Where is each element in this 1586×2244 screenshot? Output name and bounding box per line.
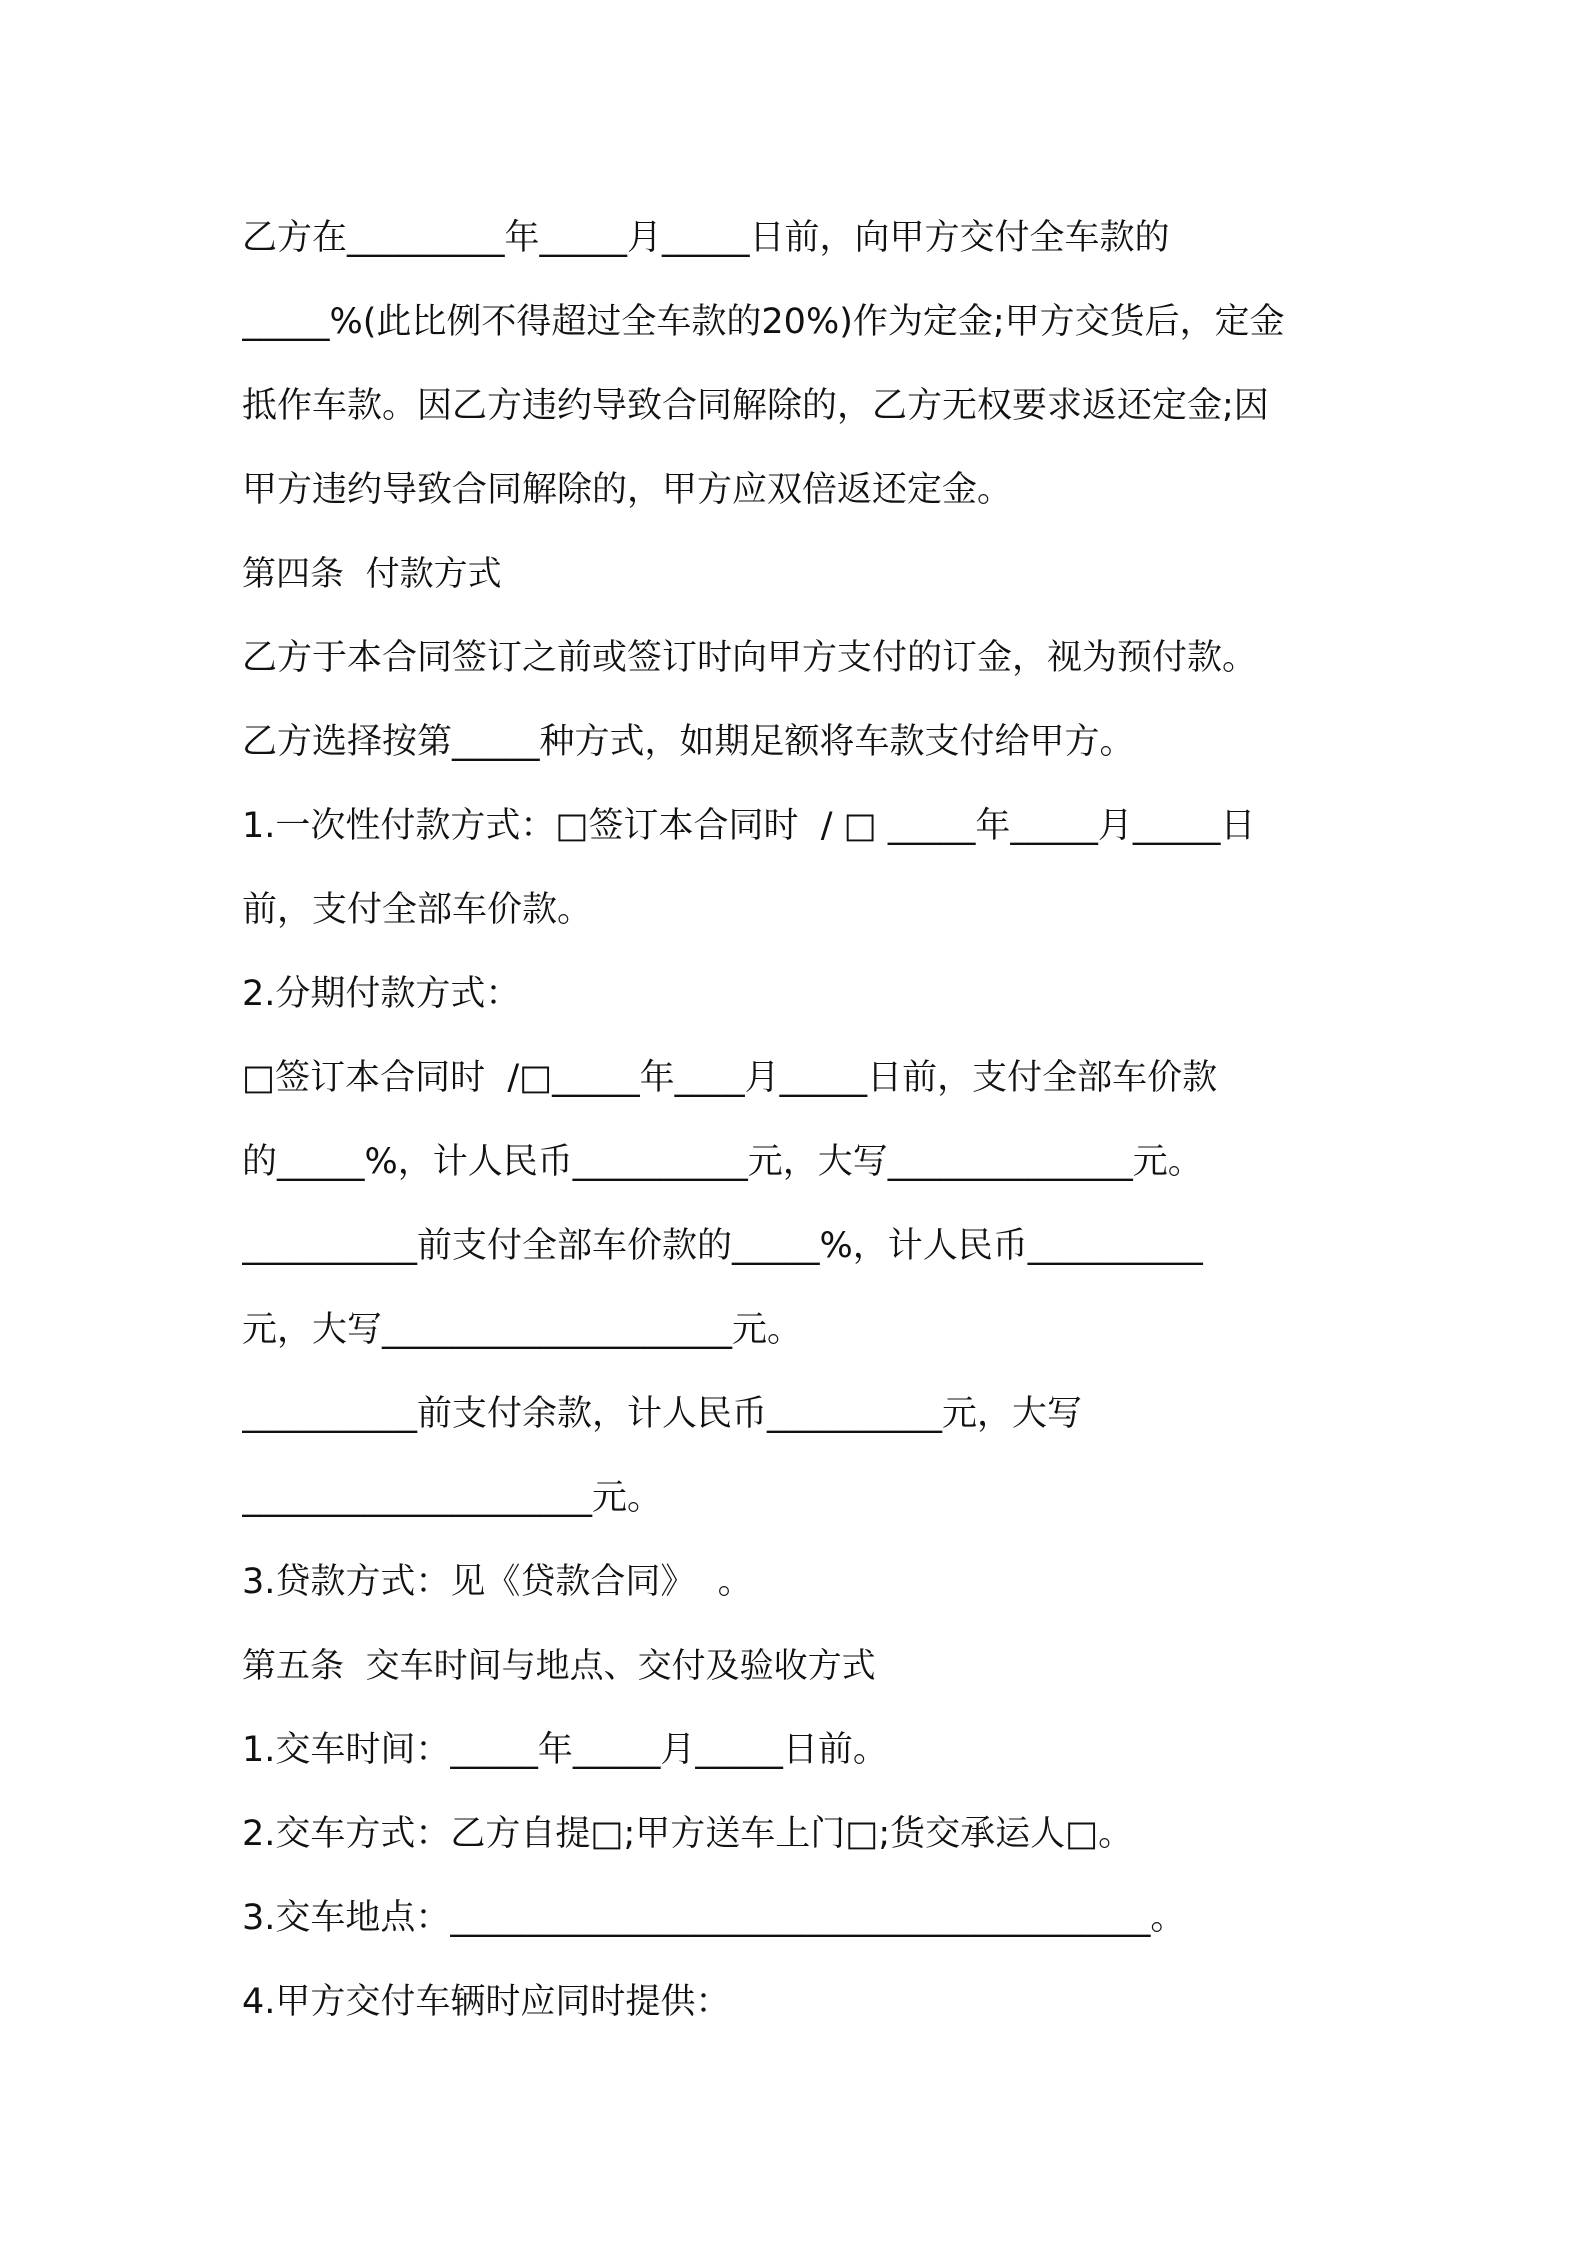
- text-line: 3.贷款方式：见《贷款合同》 。: [242, 1562, 753, 1602]
- text-line: 甲方违约导致合同解除的，甲方应双倍返还定金。: [242, 470, 1013, 510]
- document-body: [242, 196, 1362, 2044]
- text-line: 乙方在_________年_____月_____日前，向甲方交付全车款的: [242, 218, 1170, 258]
- text-line: 1.交车时间：_____年_____月_____日前。: [242, 1730, 888, 1770]
- section-heading-article-5: 第五条 交车时间与地点、交付及验收方式: [242, 1646, 876, 1686]
- text-line: 乙方于本合同签订之前或签订时向甲方支付的订金，视为预付款。: [242, 638, 1258, 678]
- text-line: 元，大写____________________元。: [242, 1310, 803, 1350]
- text-line: 前，支付全部车价款。: [242, 890, 593, 930]
- text-line: __________前支付全部车价款的_____%，计人民币__________: [242, 1226, 1203, 1266]
- text-line: 的_____%，计人民币__________元，大写______________元。: [242, 1142, 1203, 1182]
- text-line: ____________________元。: [242, 1478, 663, 1518]
- section-heading-article-4: 第四条 付款方式: [242, 554, 502, 594]
- text-line: □签订本合同时 /□_____年____月_____日前，支付全部车价款: [242, 1058, 1218, 1098]
- text-line: 4.甲方交付车辆时应同时提供：: [242, 1982, 731, 2022]
- text-line: 抵作车款。因乙方违约导致合同解除的，乙方无权要求返还定金;因: [242, 386, 1269, 426]
- text-line: __________前支付余款，计人民币__________元，大写: [242, 1394, 1083, 1434]
- text-line: 2.交车方式：乙方自提□;甲方送车上门□;货交承运人□。: [242, 1814, 1134, 1854]
- text-line: 2.分期付款方式：: [242, 974, 521, 1014]
- text-line: 3.交车地点：________________________________________。: [242, 1898, 1186, 1938]
- text-line: 乙方选择按第_____种方式，如期足额将车款支付给甲方。: [242, 722, 1135, 762]
- text-line: 1.一次性付款方式：□签订本合同时 / □ _____年_____月_____日: [242, 806, 1256, 846]
- text-line: _____%(此比例不得超过全车款的20%)作为定金;甲方交货后，定金: [242, 302, 1285, 342]
